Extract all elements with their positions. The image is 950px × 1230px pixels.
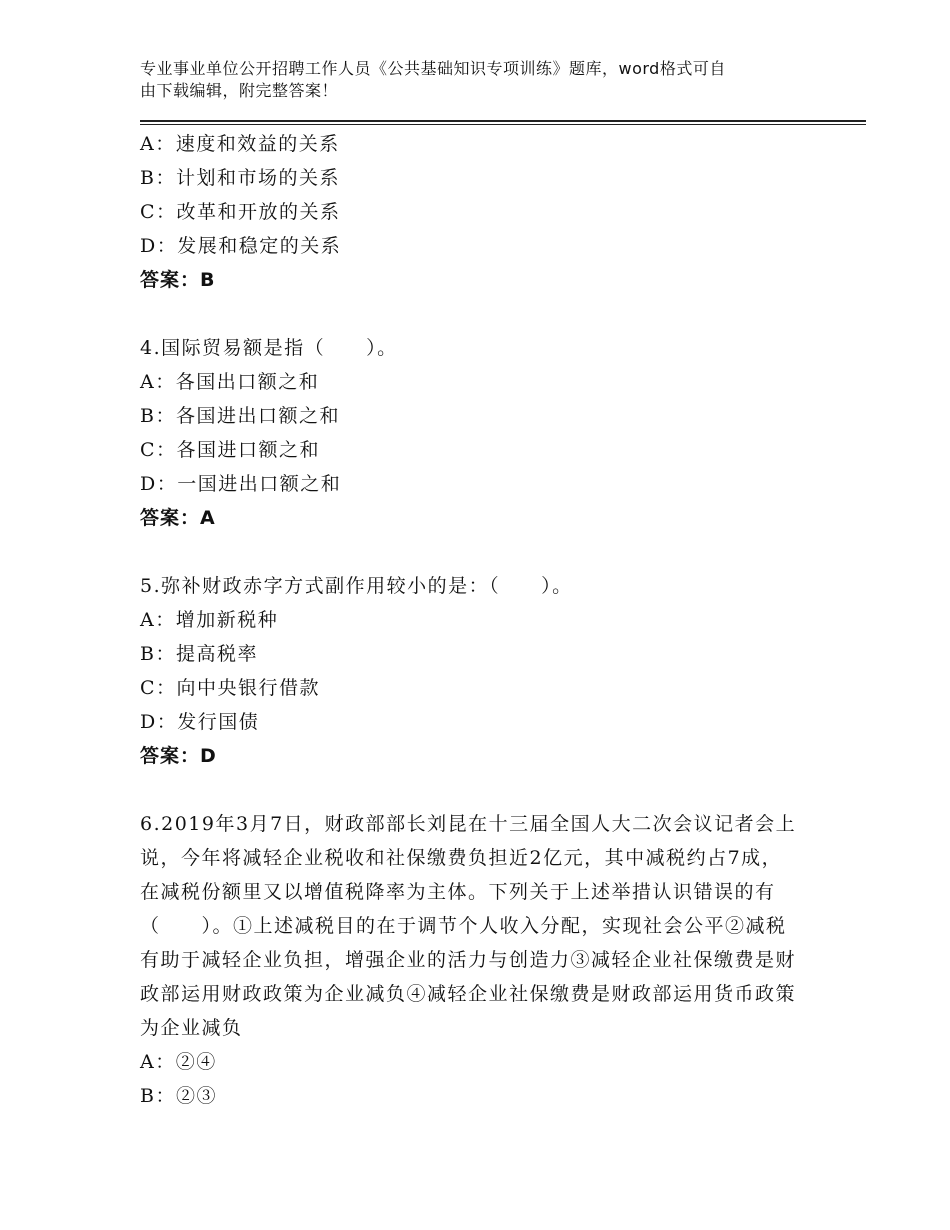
question-6 (140, 807, 800, 1113)
option-a: A：增加新税种 (140, 609, 279, 631)
answer-label: 答案：B (140, 269, 216, 291)
option-b: B：各国进出口额之和 (140, 405, 340, 427)
option-d: D：发行国债 (140, 711, 260, 733)
option-a: A：各国出口额之和 (140, 371, 320, 393)
option-b: B：提高税率 (140, 643, 258, 665)
option-a: A：速度和效益的关系 (140, 133, 340, 155)
option-b: B：②③ (140, 1085, 217, 1107)
option-d: D：发展和稳定的关系 (140, 235, 342, 257)
option-c: C：各国进口额之和 (140, 439, 321, 461)
question-text: 4.国际贸易额是指（ ）。 (140, 337, 398, 359)
question-text: 6.2019年3月7日，财政部部长刘昆在十三届全国人大二次会议记者会上说，今年将减轻企业税收和社保缴费负担近2亿元，其中减税约占7成，在减税份额里又以增值税降率为主体。下列关于上述举措认识错误的有（ ）。①上述减税目的在于调节个人收入分配，实现社会公平②减税有助于减轻企业负担，增强企业的活力与创造力③减轻企业社保缴费是财政部运用财政政策为企业减负④减轻企业社保缴费是财政部运用货币政策为企业减负 (140, 813, 797, 1039)
option-b: B：计划和市场的关系 (140, 167, 340, 189)
option-c: C：改革和开放的关系 (140, 201, 341, 223)
answer-label: 答案：A (140, 507, 216, 529)
question-5 (140, 569, 800, 773)
document-header (140, 58, 810, 102)
document-body (140, 127, 800, 1113)
question-3-continued (140, 127, 800, 297)
option-d: D：一国进出口额之和 (140, 473, 342, 495)
header-line-2: 由下载编辑，附完整答案！ (140, 81, 339, 100)
header-rule-thick (140, 120, 866, 122)
question-4 (140, 331, 800, 535)
header-rule-thin (140, 124, 866, 125)
answer-label: 答案：D (140, 745, 217, 767)
option-a: A：②④ (140, 1051, 217, 1073)
option-c: C：向中央银行借款 (140, 677, 321, 699)
header-line-1: 专业事业单位公开招聘工作人员《公共基础知识专项训练》题库，word格式可自 (140, 59, 726, 78)
question-text: 5.弥补财政赤字方式副作用较小的是：（ ）。 (140, 575, 573, 597)
